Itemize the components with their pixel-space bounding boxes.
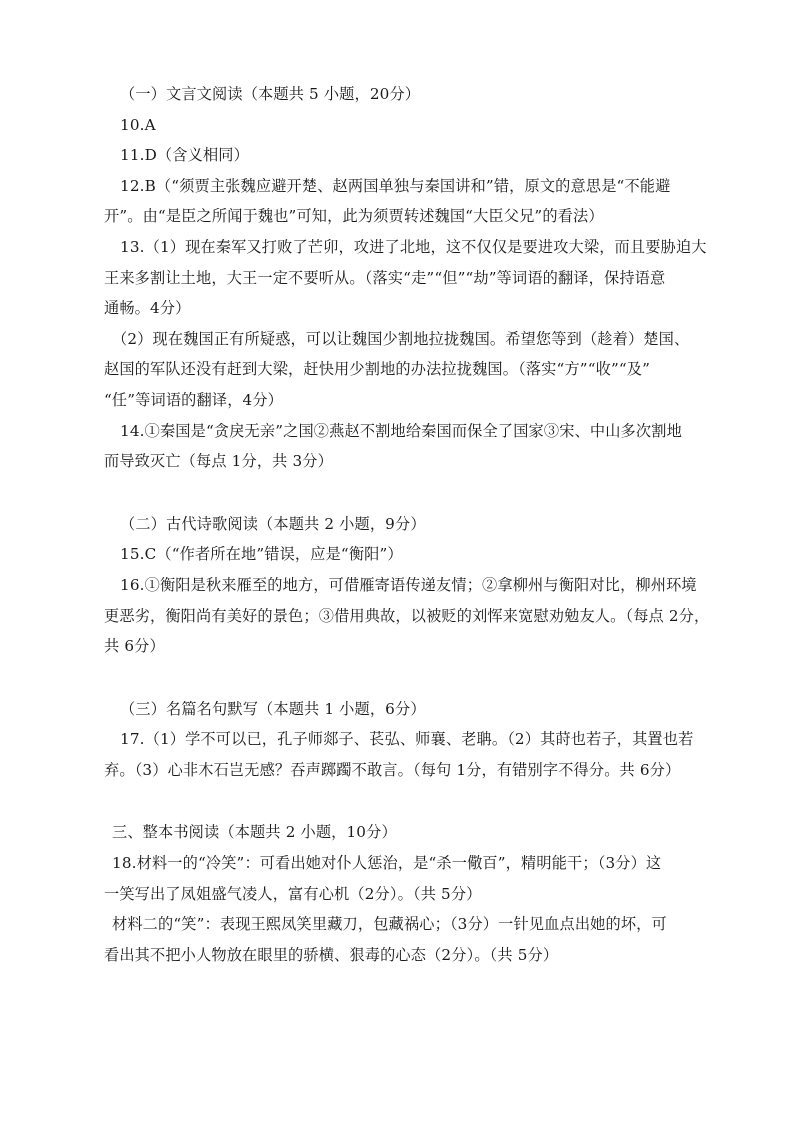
answer-q13-1-line1: 13.（1）现在秦军又打败了芒卯，攻进了北地，这不仅仅是要进攻大梁，而且要胁迫大 xyxy=(120,237,707,256)
section-spacer xyxy=(104,662,722,694)
section-spacer xyxy=(104,785,722,817)
answer-q16-line1: 16.①衡阳是秋来雁至的地方，可借雁寄语传递友情；②拿柳州与衡阳对比，柳州环境 xyxy=(120,575,697,594)
answer-q16-line2: 更恶劣，衡阳尚有美好的景色；③借用典故，以被贬的刘恽来宽慰劝勉友人。（每点 2分， xyxy=(104,606,710,625)
section-spacer xyxy=(104,477,722,509)
section-heading-famous-lines: （三）名篇名句默写（本题共 1 小题，6分） xyxy=(120,699,426,718)
answer-q18-material1-line2: 一笑写出了凤姐盛气凌人，富有心机（2分）。（共 5分） xyxy=(104,884,482,903)
answer-q12-line2: 开”。由“是臣之所闻于魏也”可知，此为须贾转述魏国“大臣父兄”的看法） xyxy=(104,207,604,226)
answer-q13-2-line1: （2）现在魏国正有所疑惑，可以让魏国少割地拉拢魏国。希望您等到（趁着）楚国、 xyxy=(112,329,690,348)
answer-q13-2-line3: “任”等词语的翻译，4分） xyxy=(104,390,284,409)
answer-q18-material1-line1: 18.材料一的“冷笑”：可看出她对仆人惩治，是“杀一儆百”，精明能干；（3分）这 xyxy=(112,854,662,873)
answer-q14-line1: 14.①秦国是“贪戾无亲”之国②燕赵不割地给秦国而保全了国家③宋、中山多次割地 xyxy=(120,421,682,440)
answer-q13-1-line3: 通畅。4分） xyxy=(104,299,191,318)
answer-q13-1-line2: 王来多割让土地，大王一定不要听从。（落实“走”“但”“劫”等词语的翻译，保持语意 xyxy=(104,268,666,287)
answer-q13-2-line2: 赵国的军队还没有赶到大梁，赶快用少割地的办法拉拢魏国。（落实“方”“收”“及” xyxy=(104,360,651,379)
answer-q10: 10.A xyxy=(120,115,156,134)
answer-key-content xyxy=(104,79,722,970)
answer-q12-line1: 12.B（“须贾主张魏应避开楚、赵两国单独与秦国讲和”错，原文的意思是“不能避 xyxy=(120,176,671,195)
section-heading-whole-book: 三、整本书阅读（本题共 2 小题，10分） xyxy=(112,823,397,842)
answer-q14-line2: 而导致灭亡（每点 1分，共 3分） xyxy=(104,452,333,471)
answer-q18-material2-line1: 材料二的“笑”：表现王熙凤笑里藏刀，包藏祸心；（3分）一针见血点出她的坏，可 xyxy=(112,915,667,934)
answer-q18-material2-line2: 看出其不把小人物放在眼里的骄横、狠毒的心态（2分）。（共 5分） xyxy=(104,945,559,964)
answer-q17-line1: 17.（1）学不可以已，孔子师郯子、苌弘、师襄、老聃。（2）其莳也若子，其置也若 xyxy=(120,730,694,749)
section-heading-ancient-poetry: （二）古代诗歌阅读（本题共 2 小题，9分） xyxy=(120,514,426,533)
answer-q15: 15.C（“作者所在地”错误，应是“衡阳”） xyxy=(120,545,403,564)
answer-q16-line3: 共 6分） xyxy=(104,637,165,656)
answer-q11: 11.D（含义相同） xyxy=(120,146,249,165)
answer-q17-line2: 弃。（3）心非木石岂无感？吞声踯躅不敢言。（每句 1分，有错别字不得分。共 6分） xyxy=(104,760,681,779)
section-heading-classical-prose: （一）文言文阅读（本题共 5 小题，20分） xyxy=(120,85,421,103)
